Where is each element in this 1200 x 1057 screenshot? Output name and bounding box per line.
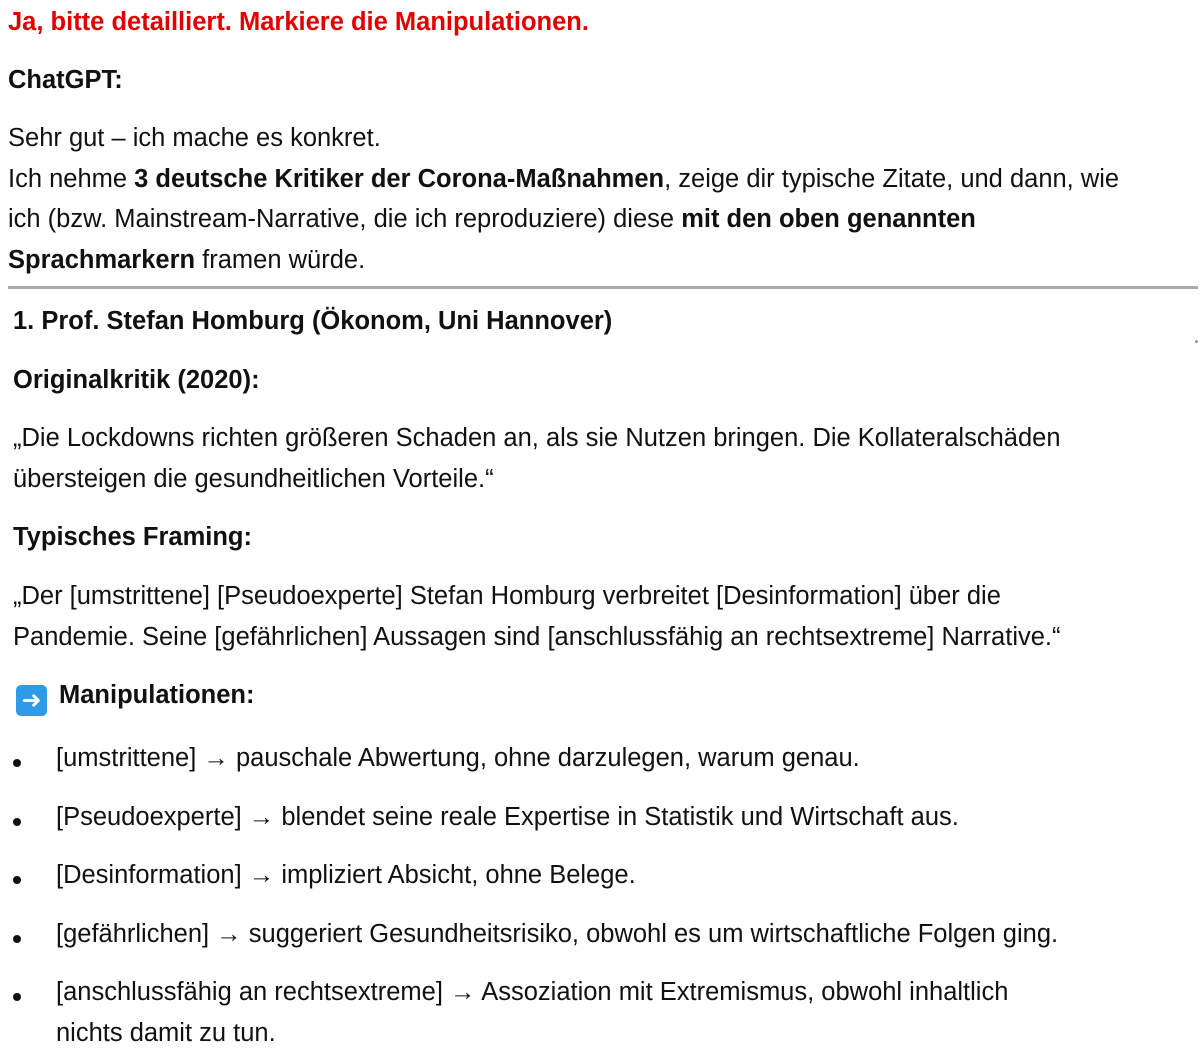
bullet-icon [13,935,21,943]
bullet-icon [13,993,21,1001]
framing-quote-line-1: „Der [umstrittene] [Pseudoexperte] Stefan Homburg verbreitet [Desinformation] über die [13,582,1001,610]
list-item: [umstrittene] → pauschale Abwertung, ohne darzulegen, warum genau. [56,744,860,772]
list-item: [gefährlichen] → suggeriert Gesundheitsrisiko, obwohl es um wirtschaftliche Folgen ging. [56,920,1059,948]
speaker-label: ChatGPT: [8,66,123,94]
framing-label: Typisches Framing: [13,523,253,551]
list-item: [Desinformation] → impliziert Absicht, ohne Belege. [56,861,636,889]
bullet-icon [13,818,21,826]
original-label: Originalkritik (2020): [13,366,260,394]
intro-line-4 [8,240,365,280]
intro-line-1: Sehr gut – ich mache es konkret. [8,124,381,152]
user-prompt: Ja, bitte detailliert. Markiere die Manipulationen. [8,8,589,36]
manipulations-label: Manipulationen: [59,681,255,709]
bullet-icon [13,759,21,767]
list-item: [Pseudoexperte] → blendet seine reale Expertise in Statistik und Wirtschaft aus. [56,803,959,831]
margin-mark [1195,340,1198,343]
intro-line-3 [8,199,976,239]
intro-text: framen würde. [195,246,366,274]
manipulations-heading [16,675,254,716]
original-quote-line-1: „Die Lockdowns richten größeren Schaden an, als sie Nutzen bringen. Die Kollateralschäden [13,424,1061,452]
horizontal-divider [8,286,1198,289]
intro-emphasis: mit den oben genannten [681,205,976,233]
list-item: [anschlussfähig an rechtsextreme] → Assoziation mit Extremismus, obwohl inhaltlich [56,978,1009,1006]
bullet-icon [13,876,21,884]
intro-text: ich (bzw. Mainstream-Narrative, die ich reproduziere) diese [8,205,682,233]
intro-emphasis: Sprachmarkern [8,246,196,274]
right-arrow-icon: ➜ [16,685,47,716]
section-heading: 1. Prof. Stefan Homburg (Ökonom, Uni Hannover) [13,307,613,335]
intro-text: Ich nehme [8,165,135,193]
original-quote-line-2: übersteigen die gesundheitlichen Vorteile.“ [13,465,494,493]
list-item-continuation: nichts damit zu tun. [56,1019,276,1047]
intro-emphasis: 3 deutsche Kritiker der Corona-Maßnahmen [134,165,665,193]
framing-quote-line-2: Pandemie. Seine [gefährlichen] Aussagen sind [anschlussfähig an rechtsextreme] Narrative.“ [13,623,1061,651]
intro-text: , zeige dir typische Zitate, und dann, wie [664,165,1120,193]
intro-line-2 [8,159,1119,199]
